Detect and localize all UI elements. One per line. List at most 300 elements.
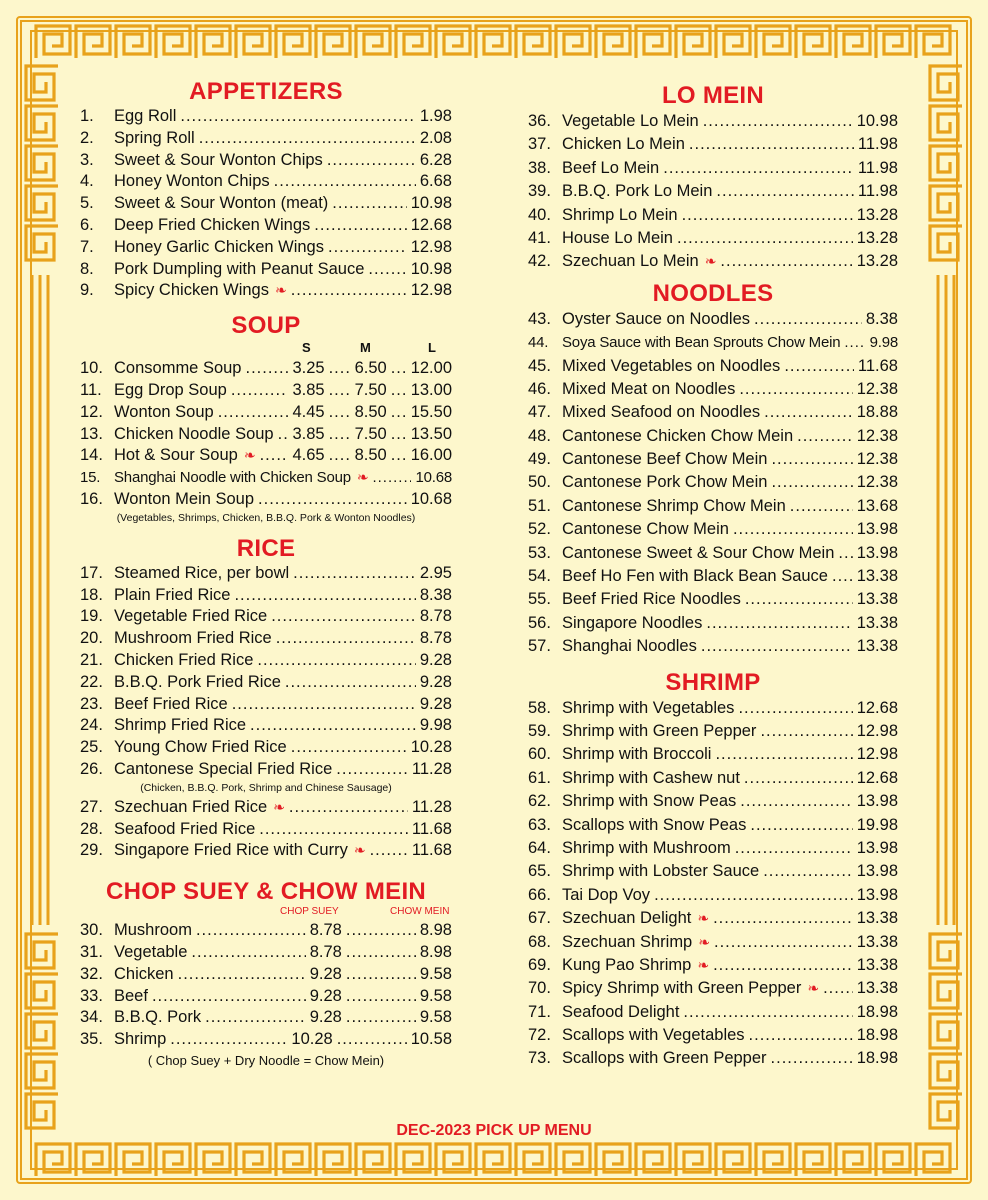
dot-leader xyxy=(771,1047,853,1070)
item-price: 12.98 xyxy=(410,237,452,256)
menu-item xyxy=(80,920,452,942)
fret-motif xyxy=(196,1144,230,1176)
item-price: 13.98 xyxy=(856,838,898,857)
fret-motif xyxy=(236,1144,270,1176)
item-number: 54. xyxy=(528,567,551,586)
dot-leader xyxy=(368,259,406,281)
right-column xyxy=(528,78,898,1071)
price-chop-suey: 9.28 xyxy=(309,986,342,1005)
item-number: 21. xyxy=(80,650,103,669)
fret-motif xyxy=(356,1144,390,1176)
menu-item xyxy=(80,585,452,607)
price-small: 3.85 xyxy=(292,424,325,443)
fret-motif xyxy=(930,186,962,220)
left-column xyxy=(80,78,452,1068)
item-price: 9.28 xyxy=(419,672,452,691)
item-price: 12.38 xyxy=(856,426,898,445)
price-small: 3.85 xyxy=(292,380,325,399)
menu-item xyxy=(80,237,452,259)
dot-leader xyxy=(683,1001,852,1024)
menu-item xyxy=(80,380,452,402)
dot-leader xyxy=(328,237,407,259)
dot-leader xyxy=(713,954,853,977)
item-number: 26. xyxy=(80,759,103,778)
chopsuey-col-label: CHOP SUEY xyxy=(280,906,339,918)
chili-pepper-icon: ❧ xyxy=(807,980,820,997)
menu-item xyxy=(528,355,898,378)
dot-leader xyxy=(250,715,416,737)
chili-pepper-icon: ❧ xyxy=(704,253,717,270)
menu-item xyxy=(528,814,898,837)
menu-item xyxy=(80,606,452,628)
item-price: 13.98 xyxy=(856,520,898,539)
fret-motif xyxy=(796,1144,830,1176)
menu-item xyxy=(80,694,452,716)
item-price: 13.38 xyxy=(856,567,898,586)
item-name: Oyster Sauce on Noodles xyxy=(562,309,751,328)
item-number: 18. xyxy=(80,585,103,604)
fret-motif xyxy=(26,1094,58,1128)
item-price: 13.38 xyxy=(856,979,898,998)
item-name: Wonton Soup xyxy=(114,402,214,421)
section-title-shrimp: SHRIMP xyxy=(665,668,761,696)
menu-item xyxy=(528,931,898,954)
item-number: 57. xyxy=(528,637,551,656)
dot-leader xyxy=(278,424,289,446)
item-price: 10.68 xyxy=(410,489,452,508)
price-medium: 8.50 xyxy=(354,446,387,465)
fret-motif xyxy=(26,974,58,1008)
item-price: 9.98 xyxy=(869,334,898,352)
menu-item xyxy=(528,837,898,860)
item-number: 39. xyxy=(528,182,551,201)
item-number: 46. xyxy=(528,379,551,398)
item-price: 12.38 xyxy=(856,473,898,492)
item-price: 13.38 xyxy=(856,909,898,928)
dot-leader xyxy=(285,672,416,694)
menu-item xyxy=(528,401,898,424)
chowmein-col-label: CHOW MEIN xyxy=(390,906,450,918)
item-number: 27. xyxy=(80,797,103,816)
dot-leader xyxy=(716,180,854,203)
item-price: 13.28 xyxy=(856,205,898,224)
item-number: 3. xyxy=(80,150,94,169)
item-price: 11.68 xyxy=(411,819,452,838)
dot-leader xyxy=(231,380,289,402)
item-name: Scallops with Green Pepper xyxy=(562,1049,767,1068)
menu-item xyxy=(528,697,898,720)
item-number: 59. xyxy=(528,721,551,740)
item-price: 13.28 xyxy=(856,252,898,271)
noodles-list xyxy=(528,308,898,659)
item-name: B.B.Q. Pork xyxy=(114,1008,202,1027)
section-title-lomein: LO MEIN xyxy=(661,82,765,109)
dot-leader xyxy=(291,280,407,302)
item-price: 11.28 xyxy=(411,759,452,778)
item-number: 4. xyxy=(80,172,94,191)
item-number: 14. xyxy=(80,446,103,465)
item-number: 45. xyxy=(528,356,551,375)
item-name: Mixed Seafood on Noodles xyxy=(562,403,761,422)
price-medium: 6.50 xyxy=(354,359,387,378)
item-price: 12.68 xyxy=(856,698,898,717)
fret-motif xyxy=(156,26,190,58)
item-number: 34. xyxy=(80,1008,103,1027)
item-name: Cantonese Sweet & Sour Chow Mein xyxy=(562,543,835,562)
dot-leader xyxy=(370,840,408,862)
dot-leader xyxy=(763,860,853,883)
rice-list-extra xyxy=(80,797,452,862)
menu-item xyxy=(528,542,898,565)
item-name: Seafood Fried Rice xyxy=(114,819,256,838)
dot-leader xyxy=(739,378,852,401)
dot-leader xyxy=(720,250,852,273)
item-name: Chicken Noodle Soup xyxy=(114,424,274,443)
item-name: Szechuan Shrimp xyxy=(562,932,693,951)
item-price: 11.68 xyxy=(411,841,452,860)
menu-item xyxy=(528,1001,898,1024)
item-price: 8.38 xyxy=(419,585,452,604)
fret-border-bottom xyxy=(24,1140,964,1180)
item-number: 48. xyxy=(528,426,551,445)
item-number: 43. xyxy=(528,309,551,328)
fret-motif xyxy=(836,1144,870,1176)
item-price: 18.98 xyxy=(856,1049,898,1068)
price-chow-mein: 8.98 xyxy=(419,942,452,961)
item-number: 11. xyxy=(80,380,102,399)
dot-leader xyxy=(276,628,416,650)
dot-leader xyxy=(327,150,416,172)
fret-motif xyxy=(396,26,430,58)
fret-motif xyxy=(396,1144,430,1176)
menu-item xyxy=(80,171,452,193)
fret-motif xyxy=(316,26,350,58)
item-name: House Lo Mein xyxy=(562,228,673,247)
item-price: 11.98 xyxy=(857,158,898,177)
dot-leader xyxy=(754,308,862,331)
item-name: Spicy Shrimp with Green Pepper xyxy=(562,979,802,998)
fret-motif xyxy=(636,26,670,58)
item-number: 12. xyxy=(80,402,103,421)
item-number: 25. xyxy=(80,738,103,757)
item-number: 33. xyxy=(80,986,103,1005)
dot-leader xyxy=(170,1029,287,1051)
menu-item xyxy=(528,860,898,883)
dot-leader xyxy=(196,920,306,942)
item-number: 56. xyxy=(528,613,551,632)
price-chow-mein: 9.58 xyxy=(419,986,452,1005)
item-number: 67. xyxy=(528,909,551,928)
dot-leader xyxy=(701,635,853,658)
item-price: 12.68 xyxy=(856,768,898,787)
item-number: 29. xyxy=(80,841,103,860)
dot-leader xyxy=(329,380,351,402)
dot-leader xyxy=(760,720,852,743)
item-number: 68. xyxy=(528,932,551,951)
dot-leader xyxy=(245,358,288,380)
dot-leader xyxy=(274,171,416,193)
item-number: 71. xyxy=(528,1002,551,1021)
dot-leader xyxy=(289,797,408,819)
item-name: Vegetable xyxy=(114,942,188,961)
dot-leader xyxy=(332,193,406,215)
dot-leader xyxy=(790,495,853,518)
item-price: 13.28 xyxy=(856,228,898,247)
dot-leader xyxy=(205,1007,306,1029)
item-number: 37. xyxy=(528,135,551,154)
menu-item xyxy=(80,1007,452,1029)
fret-motif xyxy=(26,934,58,968)
dot-leader xyxy=(391,358,407,380)
item-price: 11.28 xyxy=(411,797,452,816)
dot-leader xyxy=(391,424,407,446)
item-number: 22. xyxy=(80,672,103,691)
item-name: Shrimp with Snow Peas xyxy=(562,792,737,811)
fret-border-side xyxy=(926,62,966,262)
menu-item xyxy=(528,331,898,354)
dot-leader xyxy=(682,204,853,227)
item-number: 49. xyxy=(528,450,551,469)
item-name: Hot & Sour Soup xyxy=(114,446,238,465)
menu-item xyxy=(528,495,898,518)
dot-leader xyxy=(735,837,853,860)
dot-leader xyxy=(823,977,853,1000)
fret-motif xyxy=(516,1144,550,1176)
menu-item xyxy=(80,128,452,150)
menu-item xyxy=(528,133,898,156)
chili-pepper-icon: ❧ xyxy=(698,933,710,950)
item-number: 8. xyxy=(80,259,94,278)
dot-leader xyxy=(784,355,854,378)
item-name: Egg Drop Soup xyxy=(114,380,227,399)
item-name: Szechuan Fried Rice xyxy=(114,797,268,816)
price-large: 16.00 xyxy=(410,446,452,465)
menu-item xyxy=(528,227,898,250)
item-price: 10.98 xyxy=(856,112,898,130)
fret-motif xyxy=(716,1144,750,1176)
item-number: 51. xyxy=(528,496,551,515)
item-price: 13.98 xyxy=(856,543,898,562)
item-name: Scallops with Snow Peas xyxy=(562,815,747,834)
item-number: 31. xyxy=(80,942,103,961)
dot-leader xyxy=(199,128,416,150)
item-name: Mixed Meat on Noodles xyxy=(562,379,736,398)
item-name: Szechuan Lo Mein xyxy=(562,252,699,271)
item-name: Chicken xyxy=(114,964,174,983)
dot-leader xyxy=(391,445,407,467)
item-name: Consomme Soup xyxy=(114,359,242,378)
item-number: 69. xyxy=(528,955,551,974)
dot-leader xyxy=(738,697,852,720)
size-m-label: M xyxy=(360,340,371,356)
side-rule xyxy=(932,275,962,925)
item-price: 1.98 xyxy=(419,107,452,125)
dot-leader xyxy=(832,565,853,588)
fret-motif xyxy=(76,26,110,58)
item-name: Spring Roll xyxy=(114,128,195,147)
item-price: 10.68 xyxy=(415,469,452,487)
rice-note: (Chicken, B.B.Q. Pork, Shrimp and Chinese Sausage) xyxy=(140,781,392,794)
price-chow-mein: 9.58 xyxy=(419,964,452,983)
dot-leader xyxy=(271,606,416,628)
fret-motif xyxy=(116,1144,150,1176)
menu-item xyxy=(528,790,898,813)
dot-leader xyxy=(180,106,416,128)
item-number: 6. xyxy=(80,215,94,234)
item-price: 12.68 xyxy=(410,215,452,234)
menu-item xyxy=(80,986,452,1008)
item-number: 5. xyxy=(80,194,94,213)
item-name: Chicken Fried Rice xyxy=(114,650,254,669)
fret-motif xyxy=(676,26,710,58)
dot-leader xyxy=(677,227,853,250)
fret-motif xyxy=(36,26,70,58)
menu-item xyxy=(528,157,898,180)
item-number: 42. xyxy=(528,252,551,271)
item-name: Mushroom xyxy=(114,921,192,940)
item-number: 50. xyxy=(528,473,551,492)
fret-border-side xyxy=(22,62,62,262)
fret-motif xyxy=(930,66,962,100)
price-chop-suey: 9.28 xyxy=(309,964,342,983)
item-price: 11.98 xyxy=(857,135,898,154)
price-chop-suey: 8.78 xyxy=(309,921,342,940)
item-name: Soya Sauce with Bean Sprouts Chow Mein xyxy=(562,334,841,352)
menu-item xyxy=(528,720,898,743)
size-s-label: S xyxy=(302,340,311,356)
fret-motif xyxy=(876,1144,910,1176)
side-rule xyxy=(26,275,56,925)
item-name: Shrimp with Lobster Sauce xyxy=(562,862,760,881)
fret-motif xyxy=(276,1144,310,1176)
item-number: 2. xyxy=(80,128,94,147)
item-name: Cantonese Chow Mein xyxy=(562,520,729,539)
fret-motif xyxy=(676,1144,710,1176)
dot-leader xyxy=(152,986,306,1008)
fret-motif xyxy=(930,226,962,260)
item-name: Shrimp with Vegetables xyxy=(562,698,735,717)
price-small: 3.25 xyxy=(292,359,325,378)
fret-motif xyxy=(436,26,470,58)
item-number: 47. xyxy=(528,403,551,422)
menu-item xyxy=(80,650,452,672)
item-name: Vegetable Fried Rice xyxy=(114,607,268,626)
item-name: Szechuan Delight xyxy=(562,909,692,928)
item-price: 18.98 xyxy=(856,1026,898,1045)
menu-item xyxy=(80,840,452,862)
fret-motif xyxy=(930,974,962,1008)
item-name: Beef Ho Fen with Black Bean Sauce xyxy=(562,567,828,586)
menu-item xyxy=(80,150,452,172)
fret-motif xyxy=(476,26,510,58)
item-price: 18.98 xyxy=(856,1002,898,1021)
dot-leader xyxy=(329,358,351,380)
item-name: Beef Fried Rice xyxy=(114,694,228,713)
dot-leader xyxy=(844,331,865,354)
item-number: 17. xyxy=(80,563,103,582)
dot-leader xyxy=(749,1024,853,1047)
item-number: 58. xyxy=(528,698,551,717)
price-chow-mein: 8.98 xyxy=(419,921,452,940)
item-name: Cantonese Shrimp Chow Mein xyxy=(562,496,786,515)
dot-leader xyxy=(706,612,852,635)
menu-item xyxy=(528,635,898,658)
dot-leader xyxy=(689,133,854,156)
menu-item xyxy=(528,250,898,273)
item-name: B.B.Q. Pork Lo Mein xyxy=(562,182,713,201)
item-name: Beef xyxy=(114,986,148,1005)
menu-item xyxy=(80,1029,452,1051)
fret-motif xyxy=(316,1144,350,1176)
item-number: 72. xyxy=(528,1026,551,1045)
dot-leader xyxy=(663,157,854,180)
item-number: 35. xyxy=(80,1030,103,1049)
item-price: 13.38 xyxy=(856,613,898,632)
fret-motif xyxy=(356,26,390,58)
item-price: 13.98 xyxy=(856,862,898,881)
menu-item xyxy=(80,402,452,424)
menu-item xyxy=(528,954,898,977)
menu-item xyxy=(528,378,898,401)
item-number: 36. xyxy=(528,112,551,130)
item-price: 12.98 xyxy=(410,281,452,300)
item-name: Shrimp Fried Rice xyxy=(114,716,247,735)
item-number: 64. xyxy=(528,838,551,857)
menu-item xyxy=(80,942,452,964)
item-number: 30. xyxy=(80,921,103,940)
item-price: 12.98 xyxy=(856,721,898,740)
size-l-label: L xyxy=(428,340,436,356)
fret-motif xyxy=(930,1014,962,1048)
fret-motif xyxy=(26,106,58,140)
menu-item xyxy=(528,977,898,1000)
dot-leader xyxy=(346,964,416,986)
soup-list xyxy=(80,358,452,511)
fret-motif xyxy=(26,146,58,180)
menu-item xyxy=(528,565,898,588)
item-number: 28. xyxy=(80,819,103,838)
fret-motif xyxy=(436,1144,470,1176)
item-price: 19.98 xyxy=(856,815,898,834)
item-price: 6.68 xyxy=(419,172,452,191)
price-large: 12.00 xyxy=(410,359,452,378)
item-name: Seafood Delight xyxy=(562,1002,680,1021)
item-name: Mixed Vegetables on Noodles xyxy=(562,356,781,375)
item-price: 13.38 xyxy=(856,637,898,656)
price-small: 4.65 xyxy=(292,446,325,465)
item-price: 10.98 xyxy=(410,194,452,213)
item-name: Honey Wonton Chips xyxy=(114,172,270,191)
item-name: Cantonese Chicken Chow Mein xyxy=(562,426,794,445)
item-name: Honey Garlic Chicken Wings xyxy=(114,237,324,256)
item-number: 16. xyxy=(80,489,103,508)
fret-motif xyxy=(930,934,962,968)
menu-item xyxy=(80,193,452,215)
dot-leader xyxy=(260,445,289,467)
fret-motif xyxy=(26,186,58,220)
chili-pepper-icon: ❧ xyxy=(274,282,287,299)
dot-leader xyxy=(329,424,351,446)
item-price: 12.38 xyxy=(856,450,898,469)
dot-leader xyxy=(750,814,852,837)
chopsuey-column-header xyxy=(80,906,452,920)
item-number: 38. xyxy=(528,158,551,177)
price-medium: 7.50 xyxy=(354,380,387,399)
fret-motif xyxy=(930,1054,962,1088)
dot-leader xyxy=(259,819,408,841)
fret-motif xyxy=(636,1144,670,1176)
fret-motif xyxy=(26,226,58,260)
